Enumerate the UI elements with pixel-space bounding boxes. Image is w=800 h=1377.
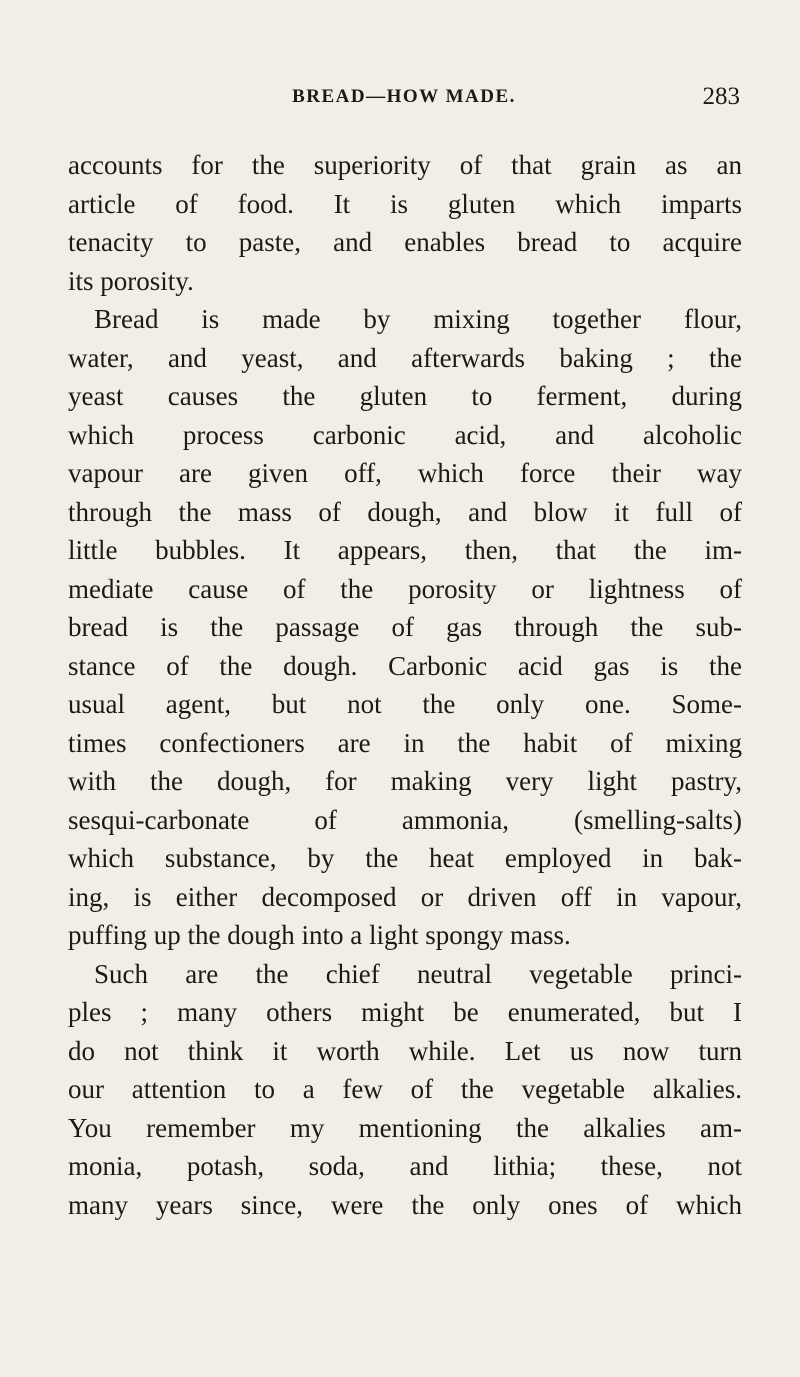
- text-line: sesqui-carbonate of ammonia, (smelling-salts): [68, 804, 742, 835]
- text-line: puffing up the dough into a light spongy mass.: [68, 920, 571, 950]
- text-line: usual agent, but not the only one. Some-: [68, 689, 742, 719]
- running-head-title: BREAD—HOW MADE.: [292, 86, 516, 107]
- text-line: Bread is made by mixing together flour,: [94, 304, 742, 334]
- text-line: its porosity.: [68, 265, 194, 296]
- text-line: monia, potash, soda, and lithia; these, not: [68, 1151, 742, 1181]
- text-line: article of food. It is gluten which imparts: [68, 188, 742, 219]
- page-number: 283: [702, 83, 740, 110]
- text-line: Such are the chief neutral vegetable princi-: [94, 958, 742, 989]
- text-line: accounts for the superiority of that grain as an: [68, 150, 742, 180]
- body-text: [68, 146, 742, 1224]
- text-line: You remember my mentioning the alkalies am-: [68, 1112, 742, 1143]
- text-line: mediate cause of the porosity or lightness of: [68, 573, 742, 604]
- running-head: [68, 83, 740, 116]
- text-line: tenacity to paste, and enables bread to acquire: [68, 227, 742, 257]
- text-line: yeast causes the gluten to ferment, during: [68, 381, 742, 411]
- text-line: which process carbonic acid, and alcoholic: [68, 419, 742, 450]
- text-line: ples ; many others might be enumerated, but I: [68, 997, 742, 1027]
- text-line: do not think it worth while. Let us now turn: [68, 1035, 742, 1066]
- text-line: through the mass of dough, and blow it full of: [68, 496, 742, 527]
- text-line: water, and yeast, and afterwards baking ; the: [68, 342, 742, 373]
- text-line: which substance, by the heat employed in bak-: [68, 843, 742, 873]
- text-line: vapour are given off, which force their way: [68, 458, 742, 488]
- text-line: little bubbles. It appears, then, that the im-: [68, 535, 742, 565]
- text-line: with the dough, for making very light pastry,: [68, 766, 742, 796]
- text-line: times confectioners are in the habit of mixing: [68, 727, 742, 758]
- text-line: our attention to a few of the vegetable alkalies.: [68, 1074, 742, 1104]
- text-line: bread is the passage of gas through the sub-: [68, 612, 742, 642]
- text-line: many years since, were the only ones of which: [68, 1189, 742, 1220]
- text-line: ing, is either decomposed or driven off in vapour,: [68, 881, 742, 912]
- text-line: stance of the dough. Carbonic acid gas is the: [68, 650, 742, 681]
